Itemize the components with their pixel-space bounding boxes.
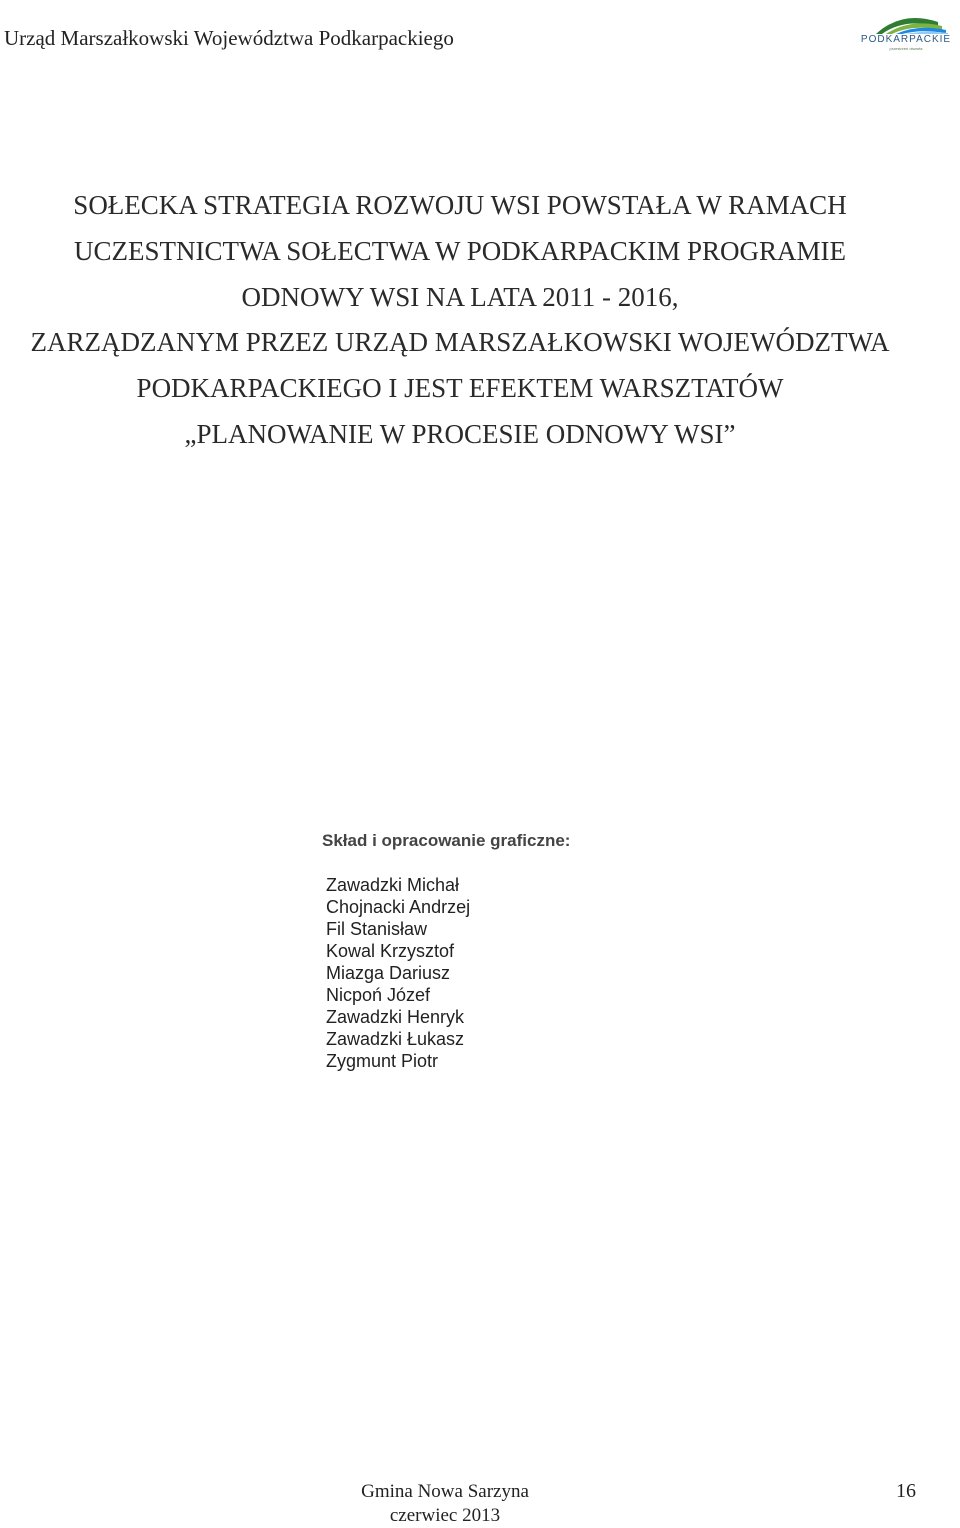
- title-line: ZARZĄDZANYM PRZEZ URZĄD MARSZAŁKOWSKI WOJEWÓDZTWA: [30, 327, 890, 358]
- credits-section: [322, 831, 570, 1072]
- footer: [330, 1480, 560, 1528]
- footer-date: czerwiec 2013: [389, 1505, 501, 1526]
- credit-name: Chojnacki Andrzej: [326, 897, 471, 917]
- title-line: „PLANOWANIE W PROCESIE ODNOWY WSI”: [184, 418, 736, 449]
- credit-name: Kowal Krzysztof: [326, 941, 455, 961]
- title-line: ODNOWY WSI NA LATA 2011 - 2016,: [241, 281, 679, 312]
- credits-names-list: [326, 874, 570, 1072]
- logo-subtext: przestrzeń otwarta: [889, 46, 923, 51]
- page-number: 16: [896, 1480, 916, 1502]
- credit-name: Fil Stanisław: [326, 919, 428, 939]
- logo-text: PODKARPACKIE: [860, 34, 952, 45]
- podkarpackie-logo: [858, 12, 954, 52]
- hills-logo-icon: [858, 12, 954, 36]
- credit-name: Miazga Dariusz: [326, 963, 451, 983]
- credit-name: Nicpoń Józef: [326, 985, 431, 1005]
- header-title: Urząd Marszałkowski Województwa Podkarpackiego: [4, 26, 454, 50]
- title-line: PODKARPACKIEGO I JEST EFEKTEM WARSZTATÓW: [136, 373, 784, 404]
- credit-name: Zygmunt Piotr: [326, 1051, 439, 1071]
- credit-name: Zawadzki Michał: [326, 875, 460, 895]
- credits-heading: Skład i opracowanie graficzne:: [322, 831, 571, 850]
- title-line: UCZESTNICTWA SOŁECTWA W PODKARPACKIM PROGRAMIE: [73, 235, 847, 266]
- credit-name: Zawadzki Henryk: [326, 1007, 465, 1027]
- footer-municipality: Gmina Nowa Sarzyna: [361, 1481, 529, 1502]
- credit-name: Zawadzki Łukasz: [326, 1029, 465, 1049]
- document-title: [0, 183, 920, 458]
- title-line: SOŁECKA STRATEGIA ROZWOJU WSI POWSTAŁA W RAMACH: [73, 190, 847, 220]
